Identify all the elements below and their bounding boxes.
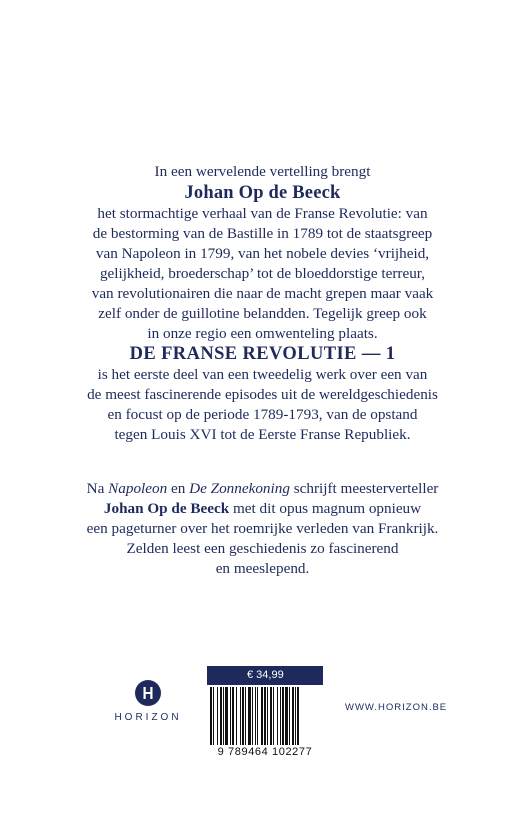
series-title: DE FRANSE REVOLUTIE — 1 xyxy=(129,344,396,364)
intro-line: de bestorming van de Bastille in 1789 tot de staatsgreep xyxy=(92,225,433,242)
intro-line: gelijkheid, broederschap’ tot de bloeddorstige terreur, xyxy=(99,265,426,282)
horizon-logo-icon xyxy=(135,680,161,706)
barcode-label xyxy=(207,666,323,762)
author-name: Johan Op de Beeck xyxy=(184,183,341,203)
outro-text: Na xyxy=(86,480,109,497)
outro-text: schrijft meesterverteller xyxy=(289,480,439,497)
intro-line: In een wervelende vertelling brengt xyxy=(154,163,371,180)
outro-line: en meeslepend. xyxy=(215,560,310,577)
isbn-number: 9 789464 102277 xyxy=(217,746,313,758)
series-paragraph xyxy=(50,343,475,445)
outro-line xyxy=(50,499,475,519)
intro-line: van Napoleon in 1799, van het nobele devies ‘vrijheid, xyxy=(95,245,430,262)
outro-line: een pageturner over het roemrijke verleden van Frankrijk. xyxy=(86,520,439,537)
intro-line: het stormachtige verhaal van de Franse Revolutie: van xyxy=(97,205,428,222)
publisher-website: WWW.HORIZON.BE xyxy=(345,702,448,713)
outro-text: en xyxy=(167,480,190,497)
intro-paragraph xyxy=(50,162,475,344)
publisher-name: HORIZON xyxy=(114,712,182,723)
price-bar xyxy=(207,666,323,685)
book-title-zonnekoning: De Zonnekoning xyxy=(189,480,290,497)
outro-line: Zelden leest een geschiedenis zo fascinerend xyxy=(126,540,399,557)
price-text: € 34,99 xyxy=(247,669,284,681)
intro-line: zelf onder de guillotine belandden. Tegelijk greep ook xyxy=(98,305,427,322)
series-line: en focust op de periode 1789-1793, van de opstand xyxy=(107,406,418,423)
barcode-icon xyxy=(207,685,323,747)
series-line: tegen Louis XVI tot de Eerste Franse Republiek. xyxy=(114,426,411,443)
intro-line: in onze regio een omwenteling plaats. xyxy=(147,325,378,342)
author-name-inline: Johan Op de Beeck xyxy=(103,500,230,517)
book-title-napoleon: Napoleon xyxy=(108,480,168,497)
outro-text: met dit opus magnum opnieuw xyxy=(229,500,422,517)
publisher-logo xyxy=(100,680,196,723)
series-line: de meest fascinerende episodes uit de wereldgeschiedenis xyxy=(87,386,438,403)
intro-line: van revolutionairen die naar de macht grepen maar vaak xyxy=(91,285,434,302)
outro-paragraph xyxy=(50,479,475,579)
outro-line xyxy=(50,479,475,499)
series-line: is het eerste deel van een tweedelig werk over een van xyxy=(97,366,428,383)
